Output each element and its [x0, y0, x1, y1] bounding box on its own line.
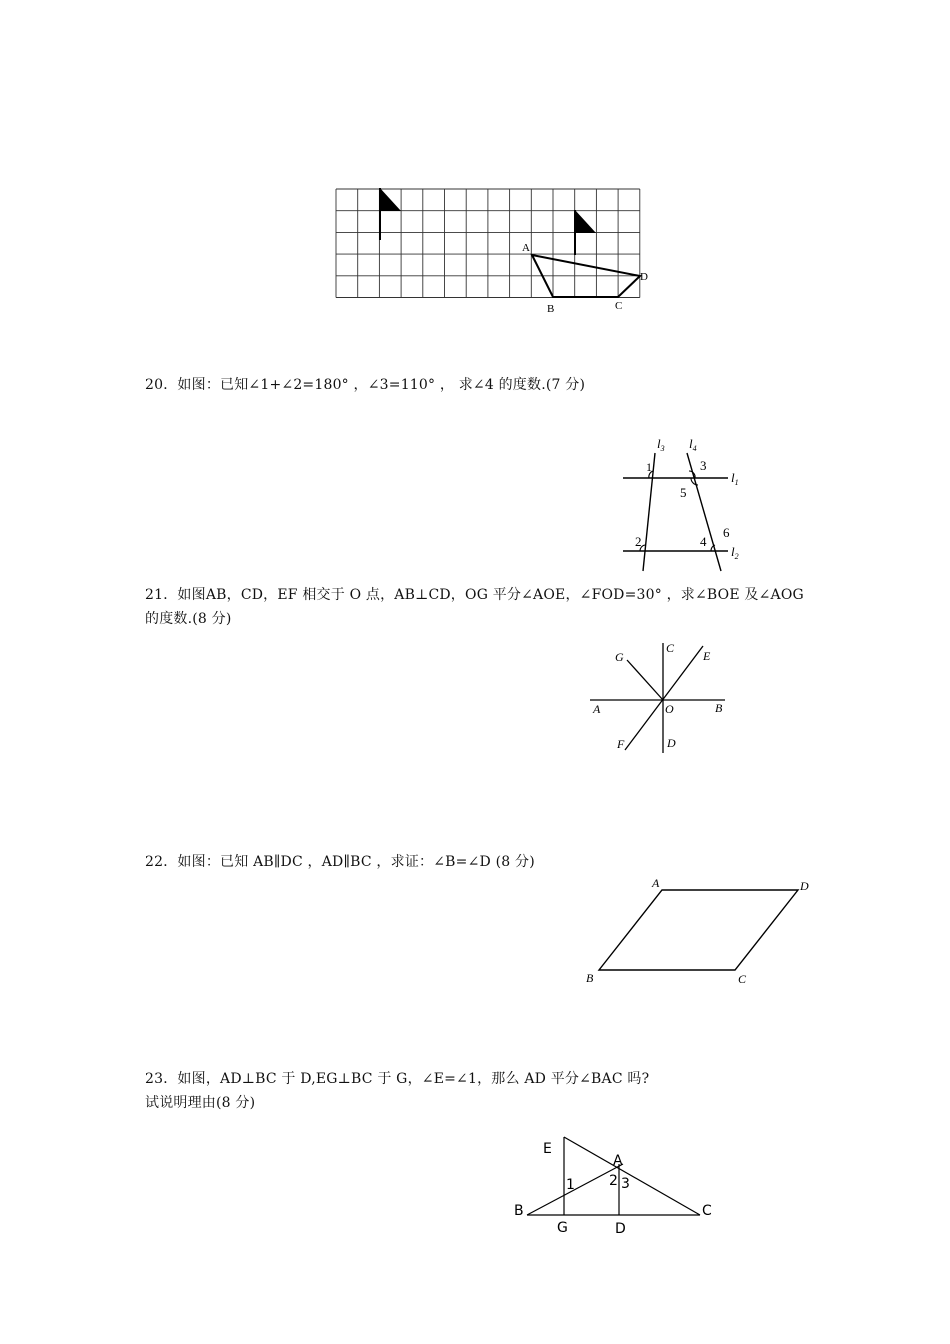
figure-22-parallelogram [580, 872, 820, 992]
label-a: A [652, 876, 660, 890]
label-b: B [586, 971, 594, 985]
parallelogram-abcd [599, 890, 798, 970]
label-d: D [800, 879, 809, 893]
label-angle-6: 6 [723, 525, 730, 540]
label-angle-2: 2 [609, 1173, 618, 1189]
label-c: C [666, 641, 675, 655]
label-g: G [615, 650, 624, 664]
label-angle-5: 5 [680, 485, 687, 500]
label-b: B [547, 303, 555, 315]
label-f: F [617, 737, 625, 751]
label-l3: $l_3$ [657, 436, 665, 453]
label-d: D [640, 271, 648, 283]
label-l4: $l_4$ [689, 436, 697, 453]
label-c: C [702, 1203, 712, 1219]
label-l2: $l_2$ [731, 544, 739, 561]
question-21-line-2: 的度数.(8 分) [145, 611, 232, 627]
label-a: A [613, 1153, 623, 1169]
label-c: C [615, 300, 623, 312]
figure-19-grid [330, 180, 660, 320]
label-l1: $l_1$ [731, 470, 739, 487]
label-c: C [738, 972, 747, 986]
flag-right [575, 210, 596, 255]
label-angle-2: 2 [635, 534, 642, 549]
label-angle-4: 4 [700, 534, 707, 549]
question-21-line-1: 21．如图AB，CD，EF 相交于 O 点，AB⊥CD，OG 平分∠AOE，∠FOD=30° ，求∠BOE 及∠AOG [145, 587, 804, 603]
label-d: D [615, 1221, 626, 1237]
label-angle-3: 3 [621, 1176, 630, 1192]
label-a: A [593, 702, 601, 716]
question-23-line-2: 试说明理由(8 分) [145, 1095, 256, 1111]
question-20-text: 20．如图：已知∠1+∠2=180° ，∠3=110° ， 求∠4 的度数.(7 分) [145, 377, 586, 393]
label-b: B [715, 701, 723, 715]
label-angle-1: 1 [646, 460, 652, 474]
figure-20-parallel-lines [615, 435, 755, 575]
label-d: D [667, 736, 676, 750]
label-o: O [665, 702, 674, 716]
question-23-line-1: 23．如图，AD⊥BC 于 D,EG⊥BC 于 G，∠E=∠1，那么 AD 平分∠BAC 吗? [145, 1071, 650, 1087]
label-e: E [703, 649, 711, 663]
figure-21-intersecting-lines [585, 638, 730, 758]
label-g: G [557, 1220, 568, 1236]
label-b: B [514, 1203, 524, 1219]
label-e: E [543, 1141, 552, 1157]
question-22-text: 22．如图：已知 AB∥DC ，AD∥BC ，求证：∠B=∠D (8 分) [145, 854, 535, 870]
figure-23-triangle [505, 1128, 725, 1243]
label-a: A [522, 242, 530, 254]
label-angle-1: 1 [566, 1177, 575, 1193]
label-angle-3: 3 [700, 458, 707, 473]
